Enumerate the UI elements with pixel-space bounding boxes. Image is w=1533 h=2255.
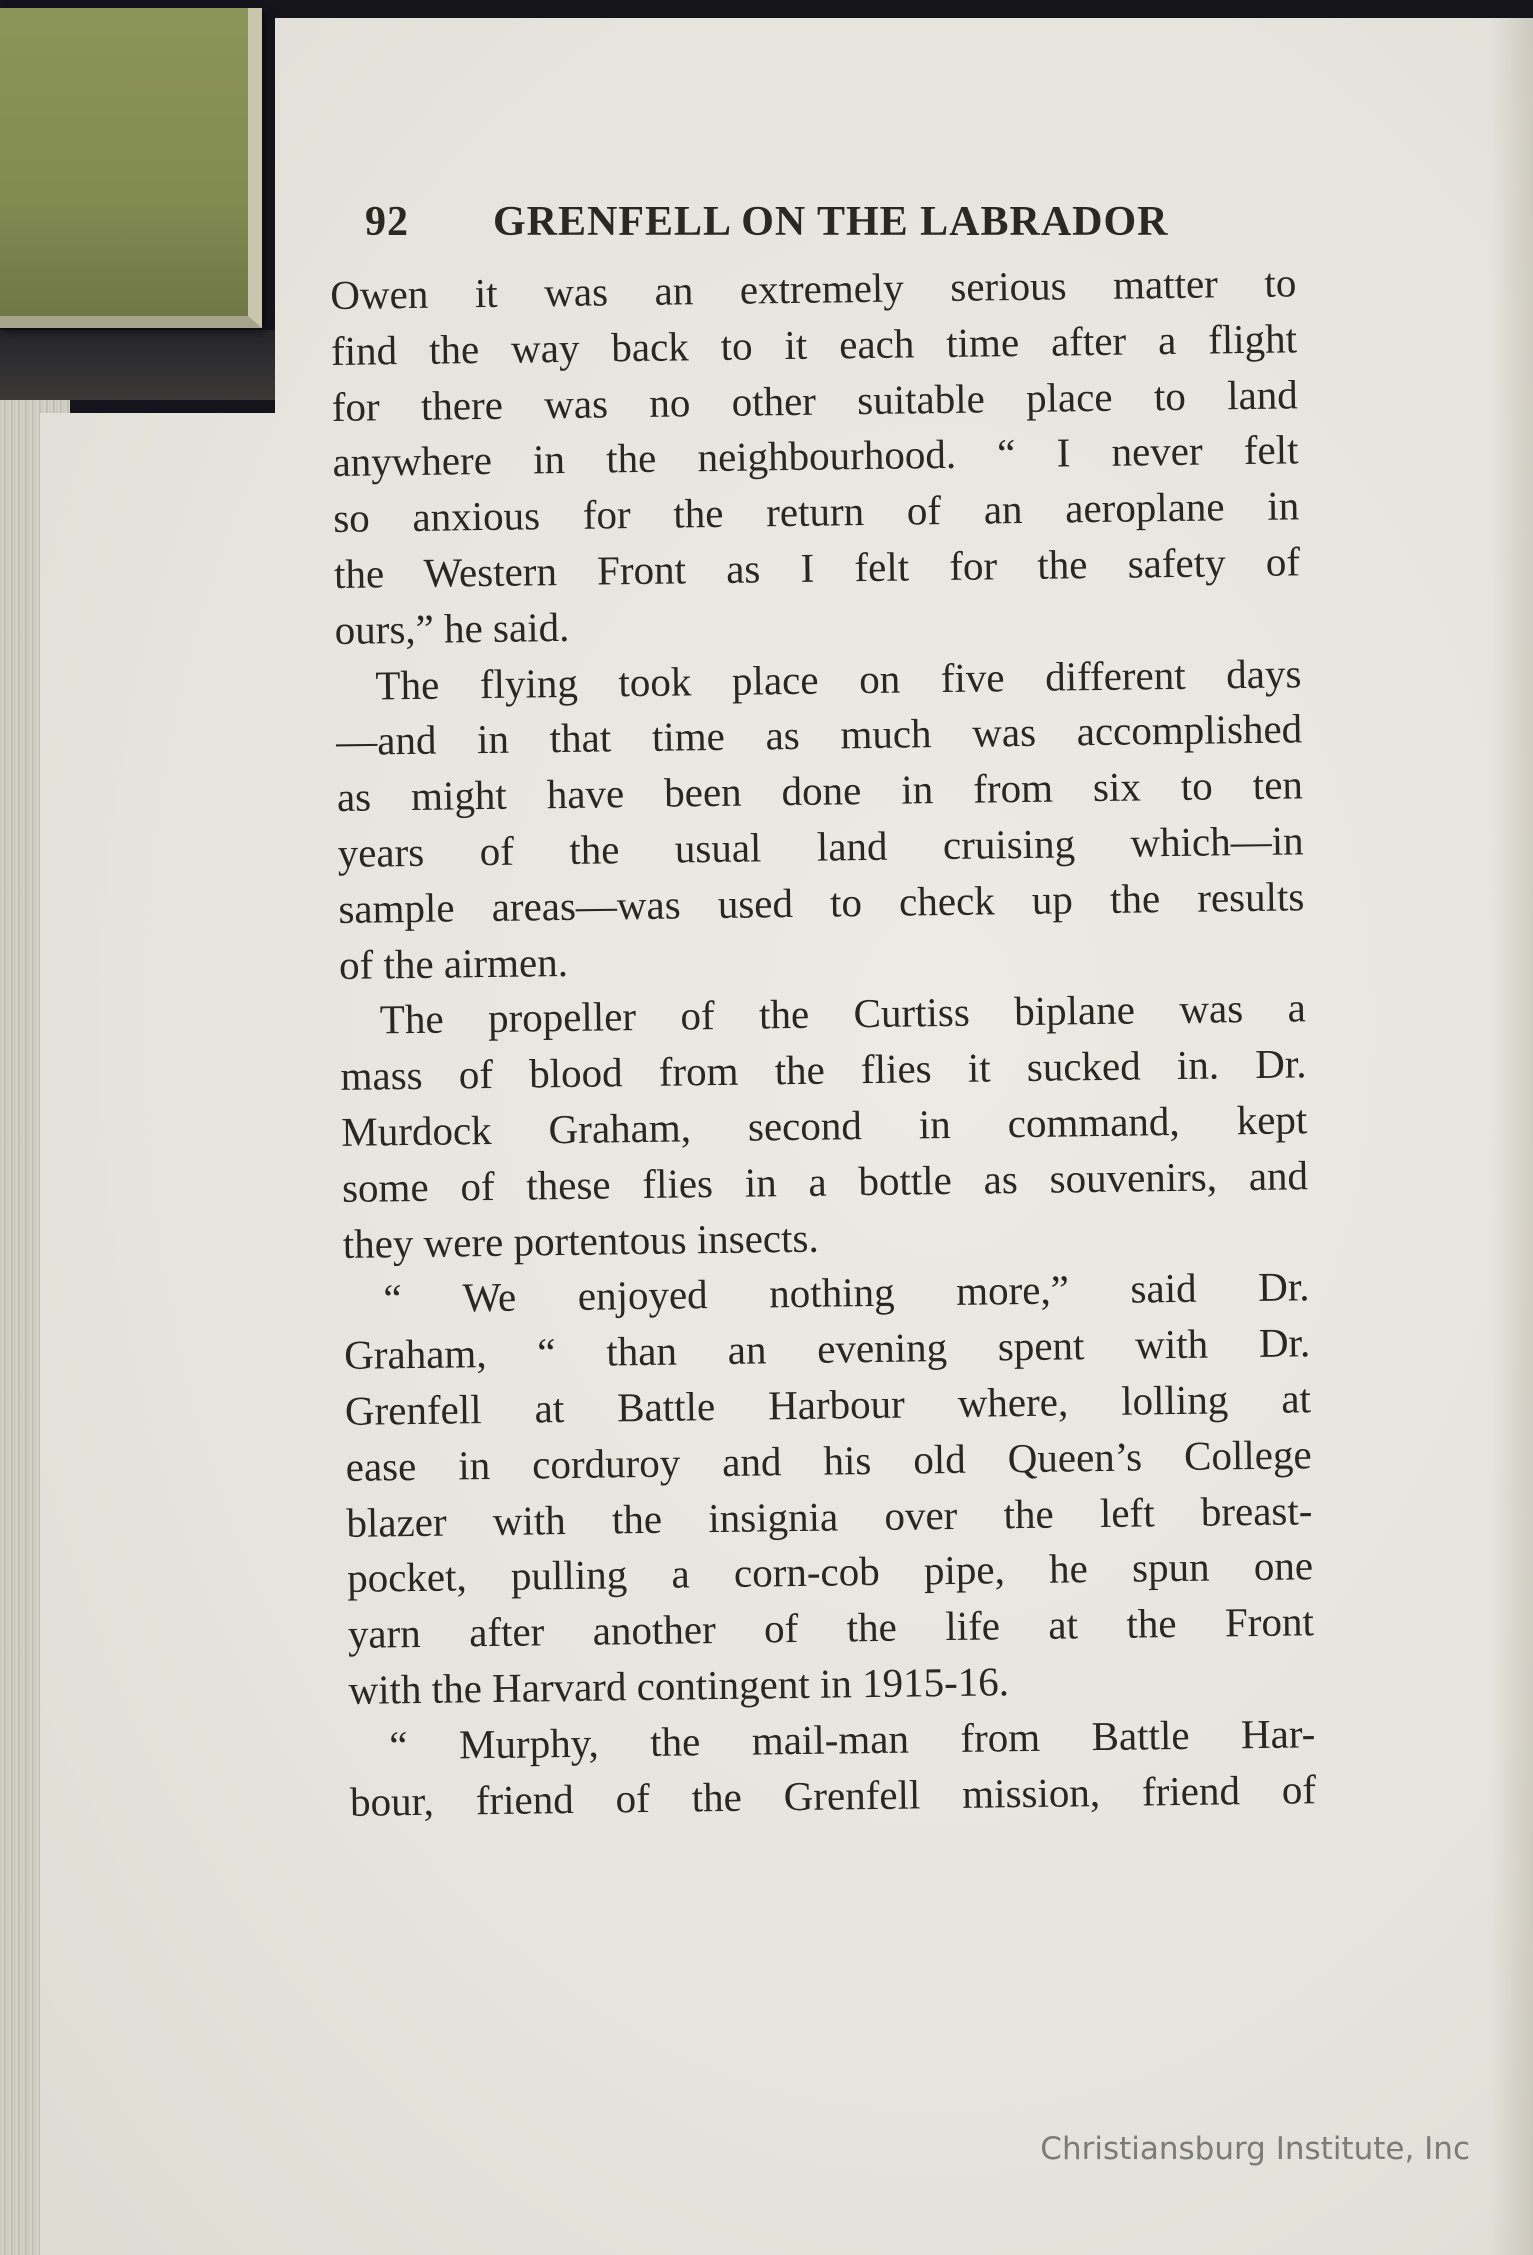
page-edge-shade [1490, 18, 1533, 2255]
text-line: “ We enjoyed nothing more,” said Dr. [383, 1263, 1310, 1322]
text-line: “ Murphy, the mail-man from Battle Har- [389, 1709, 1316, 1769]
text-line: Murdock Graham, second in command, kept [341, 1096, 1308, 1155]
text-line: pocket, pulling a corn-cob pipe, he spun one [346, 1542, 1314, 1602]
text-line: The flying took place on five different days [375, 649, 1302, 709]
text-line: The propeller of the Curtiss biplane was a [379, 984, 1307, 1043]
book-title: GRENFELL ON THE LABRADOR [493, 199, 1169, 245]
cover-shadow [0, 330, 290, 400]
text-line: bour, friend of the Grenfell mission, friend of [349, 1765, 1317, 1825]
text-line: Graham, “ than an evening spent with Dr. [343, 1319, 1311, 1379]
watermark: Christiansburg Institute, Inc [1040, 2131, 1470, 2167]
text-line: Owen it was an extremely serious matter to [330, 259, 1297, 318]
text-line: ease in corduroy and his old Queen’s College [345, 1430, 1312, 1490]
text-line: the Western Front as I felt for the safety of [333, 538, 1301, 597]
text-line: Grenfell at Battle Harbour where, lolling at [344, 1375, 1312, 1434]
page-number: 92 [365, 199, 409, 245]
text-line: years of the usual land cruising which—in [337, 817, 1304, 876]
text-line: —and in that time as much was accomplished [335, 705, 1303, 765]
text-line: ours,” he said. [334, 603, 570, 653]
text-line: as might have been done in from six to ten [336, 761, 1304, 821]
text-line: for there was no other suitable place to land [331, 370, 1299, 430]
text-line: anywhere in the neighbourhood. “ I never felt [332, 426, 1299, 486]
text-line: some of these flies in a bottle as souvenirs, and [341, 1152, 1309, 1211]
text-line: with the Harvard contingent in 1915-16. [348, 1658, 1010, 1713]
text-line: of the airmen. [338, 938, 569, 988]
body-text [330, 255, 1316, 1830]
text-line: sample areas—was used to check up the results [338, 873, 1305, 932]
book-cover-corner [0, 8, 262, 328]
text-line: so anxious for the return of an aeroplane in [332, 482, 1300, 542]
text-line: find the way back to it each time after a flight [330, 315, 1298, 374]
text-line: blazer with the insignia over the left breast- [346, 1486, 1313, 1546]
running-head [365, 198, 1273, 246]
text-line: yarn after another of the life at the Front [347, 1598, 1315, 1658]
text-line: mass of blood from the flies it sucked in. Dr. [340, 1040, 1307, 1100]
text-line: they were portentous insects. [342, 1214, 819, 1267]
